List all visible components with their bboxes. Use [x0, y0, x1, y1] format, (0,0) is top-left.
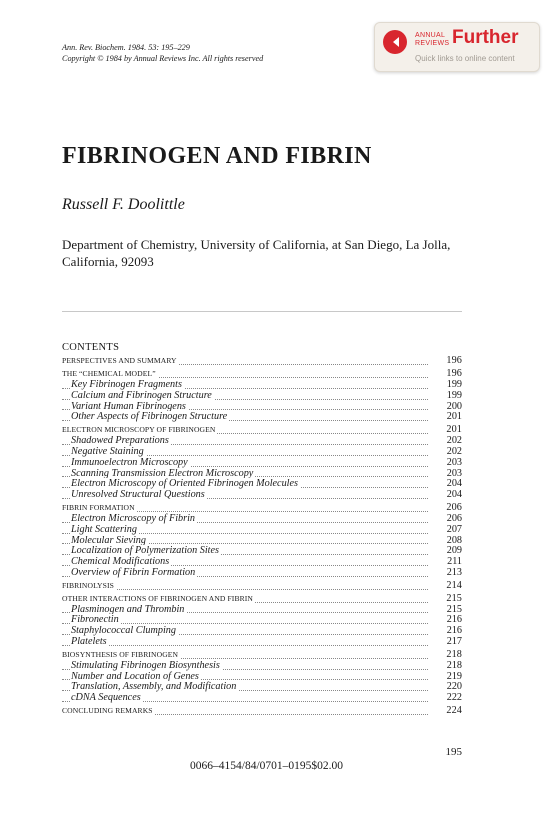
brand-line2: REVIEWS	[415, 40, 450, 47]
toc-entry-page: 196	[432, 369, 462, 380]
toc-entry-page: 201	[432, 425, 462, 436]
toc-entry-label: Shadowed Preparations	[71, 435, 169, 447]
article-title: FIBRINOGEN AND FIBRIN	[62, 143, 372, 169]
toc-entry-page: 218	[432, 650, 462, 661]
toc-entry-page: 202	[432, 436, 462, 447]
journal-copyright: Copyright © 1984 by Annual Reviews Inc. All rights reserved	[62, 54, 264, 63]
toc-entry-page: 215	[432, 594, 462, 605]
toc-entry-page: 207	[432, 525, 462, 536]
toc-subsection	[62, 490, 462, 501]
toc-entry-label: Negative Staining	[71, 445, 144, 457]
toc-subsection	[62, 637, 462, 648]
toc-entry-page: 203	[432, 458, 462, 469]
toc-entry-label: Chemical Modifications	[71, 556, 170, 568]
toc-entry-label: BIOSYNTHESIS OF FIBRINOGEN	[62, 650, 179, 660]
toc-entry-label: Electron Microscopy of Fibrin	[71, 512, 196, 524]
toc-entry-page: 203	[432, 469, 462, 480]
toc-entry-label: Molecular Sieving	[71, 534, 146, 546]
toc-section	[62, 356, 462, 367]
further-tagline: Quick links to online content	[415, 54, 515, 63]
toc-entry-page: 206	[432, 514, 462, 525]
section-divider	[62, 311, 462, 312]
toc-entry-label: OTHER INTERACTIONS OF FIBRINOGEN AND FIBRIN	[62, 593, 253, 603]
toc-entry-page: 204	[432, 490, 462, 501]
toc-entry-label: Variant Human Fibrinogens	[71, 400, 186, 412]
toc-subsection	[62, 391, 462, 402]
toc-entry-page: 215	[432, 605, 462, 616]
toc-entry-label: Immunoelectron Microscopy	[71, 456, 188, 468]
toc-entry-page: 211	[432, 557, 462, 568]
toc-leader-dots	[62, 645, 428, 646]
toc-entry-label: Fibronectin	[71, 614, 119, 626]
toc-entry-page: 216	[432, 615, 462, 626]
toc-entry-label: Stimulating Fibrinogen Biosynthesis	[71, 659, 220, 671]
toc-entry-page: 201	[432, 412, 462, 423]
toc-entry-page: 213	[432, 568, 462, 579]
toc-entry-page: 220	[432, 682, 462, 693]
toc-entry-page: 214	[432, 581, 462, 592]
toc-entry-label: Staphylococcal Clumping	[71, 625, 176, 637]
toc-entry-page: 199	[432, 380, 462, 391]
toc-entry-page: 208	[432, 536, 462, 547]
toc-entry-page: 218	[432, 661, 462, 672]
author-affiliation: Department of Chemistry, University of California, at San Diego, La Jolla, California, 92093	[62, 237, 451, 269]
page-number: 195	[445, 746, 462, 758]
toc-entry-label: Overview of Fibrin Formation	[71, 566, 196, 578]
brand-line1: ANNUAL	[415, 32, 446, 39]
table-of-contents	[62, 354, 462, 717]
toc-entry-label: ELECTRON MICROSCOPY OF FIBRINOGEN	[62, 425, 216, 435]
toc-entry-label: Number and Location of Genes	[71, 670, 199, 682]
toc-entry-label: FIBRIN FORMATION	[62, 503, 135, 513]
toc-entry-page: 222	[432, 693, 462, 704]
toc-entry-label: Calcium and Fibrinogen Structure	[71, 389, 212, 401]
toc-entry-page: 196	[432, 356, 462, 367]
toc-entry-page: 206	[432, 503, 462, 514]
toc-entry-page: 217	[432, 637, 462, 648]
toc-leader-dots	[62, 589, 428, 590]
toc-subsection	[62, 568, 462, 579]
toc-entry-page: 199	[432, 391, 462, 402]
toc-subsection	[62, 605, 462, 616]
toc-entry-label: Platelets	[71, 636, 107, 648]
toc-entry-label: FIBRINOLYSIS	[62, 580, 114, 590]
toc-entry-label: Electron Microscopy of Oriented Fibrinogen Molecules	[71, 478, 298, 490]
further-banner[interactable]	[374, 22, 540, 72]
contents-heading: CONTENTS	[62, 342, 120, 353]
toc-entry-page: 200	[432, 402, 462, 413]
toc-entry-label: Other Aspects of Fibrinogen Structure	[71, 411, 228, 423]
toc-entry-page: 219	[432, 672, 462, 683]
journal-citation: Ann. Rev. Biochem. 1984. 53: 195–229	[62, 43, 190, 52]
toc-entry-label: Light Scattering	[71, 523, 137, 535]
toc-entry-label: Scanning Transmission Electron Microscopy	[71, 467, 254, 479]
toc-entry-label: cDNA Sequences	[71, 692, 141, 704]
toc-section	[62, 706, 462, 717]
toc-subsection	[62, 661, 462, 672]
toc-entry-page: 216	[432, 626, 462, 637]
toc-entry-label: PERSPECTIVES AND SUMMARY	[62, 356, 177, 366]
toc-entry-label: Translation, Assembly, and Modification	[71, 681, 237, 693]
toc-entry-label: THE “CHEMICAL MODEL”	[62, 369, 156, 379]
toc-entry-label: Unresolved Structural Questions	[71, 489, 205, 501]
toc-subsection	[62, 525, 462, 536]
toc-subsection	[62, 693, 462, 704]
toc-section	[62, 581, 462, 592]
toc-entry-label: Plasminogen and Thrombin	[71, 603, 185, 615]
toc-subsection	[62, 626, 462, 637]
journal-info	[62, 42, 263, 64]
play-arrow-icon	[383, 30, 407, 54]
author-name: Russell F. Doolittle	[62, 196, 185, 213]
toc-entry-page: 209	[432, 546, 462, 557]
toc-subsection	[62, 412, 462, 423]
toc-entry-label: CONCLUDING REMARKS	[62, 706, 153, 716]
further-word: Further	[452, 27, 519, 48]
toc-entry-page: 204	[432, 479, 462, 490]
toc-entry-page: 202	[432, 447, 462, 458]
price-code: 0066–4154/84/0701–0195$02.00	[190, 760, 344, 772]
toc-subsection	[62, 458, 462, 469]
toc-entry-label: Key Fibrinogen Fragments	[71, 378, 182, 390]
toc-entry-page: 224	[432, 706, 462, 717]
toc-entry-label: Localization of Polymerization Sites	[71, 545, 219, 557]
